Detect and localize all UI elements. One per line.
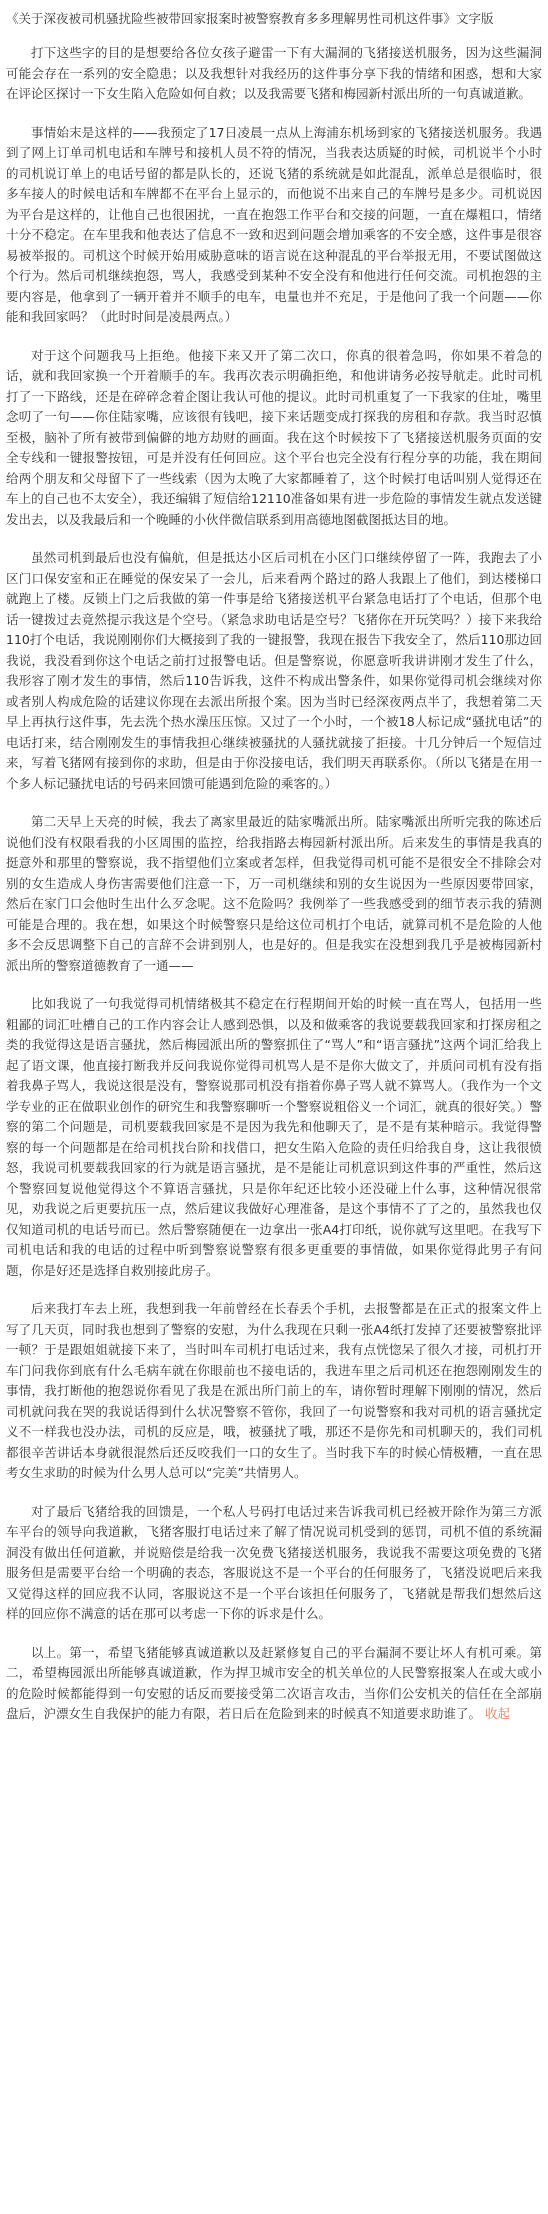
post-paragraph-5: 第二天早上天亮的时候，我去了离家里最近的陆家嘴派出所。陆家嘴派出所听完我的陈述后说他们没有权限看我的小区周围的监控，给我指路去梅园新村派出所。后来发生的事情是我真的挺意外和那里的警察说，我不指望他们立案或者怎样，但我觉得司机可能不是很安全不排除会对别的女生造成人身伤害需要他们注意一下，万一司机继续和别的女生说因为一些原因要带回家，然后在家门口会他时生出什么歹念呢。这不危险吗？我例举了一些我感受到的细节表示我的猜测可能是合理的。我在想，如果这个时候警察只是给这位司机打个电话，就算司机不是危险的人他多不会反思调整下自己的言辞不会讲到别人，也是好的。但是我实在没想到我几乎是被梅园新村派出所的警察道德教育了一通—— — [6, 814, 542, 973]
post-paragraph-6: 比如我说了一句我觉得司机情绪极其不稳定在行程期间开始的时候一直在骂人，包括用一些粗鄙的词汇吐槽自己的工作内容会让人感到恐惧，以及和做乘客的我说要载我回家和打探房租之类的我觉得这是语言骚扰，然后梅园派出所的警察抓住了“骂人”和“语言骚扰”这两个词汇给我上起了语文课，他直接打断我并反问我说你觉得司机骂人是不是你大做文了，并质问司机有没有指着我鼻子骂人，我说这很是没有，警察说那司机没有指着你鼻子骂人就不算骂人。（我作为一个文学专业的正在做职业创作的研究生和我警察聊听一个警察说粗俗义一个词汇，就真的很好笑。）警察的第二个问题是，司机要载我回家是不是因为我先和他聊天了，是不是有某种暗示。我觉得警察的每一个问题都是在给司机找台阶和找借口，把女生陷入危险的责任归给我自身，这让我很愤怒，我说司机要载我回家的行为就是语言骚扰，是不是能让司机意识到这件事的严重性，然后这个警察回复说他觉得这个不算语言骚扰，只是你年纪还比较小还没碰上什么事，这种情况很常见，劝我说之后更要抗压一点，然后建议我做好心理准备，是这个事情不了了之的，虽然我也仅仅知道司机的电话号而已。然后警察随便在一边拿出一张A4打印纸，说你就写这里吧。在我写下司机电话和我的电话的过程中听到警察说警察有很多更重要的事情做，如果你觉得此男子有问题，你是好还是选择自救别接此房子。 — [6, 996, 542, 1278]
post-paragraph-3: 对于这个问题我马上拒绝。他接下来又开了第二次口，你真的很着急吗，你如果不着急的话，就和我回家换一个开着顺手的车。我再次表示明确拒绝，和他讲请务必按导航走。此时司机打了一下路线，还是在碎碎念着企图让我认可他的提议。此时司机重复了一下我家的住址，嘴里念叨了一句——你住陆家嘴，应该很有钱吧，接下来话题变成打探我的房租和存款。我当时忍慎至极，脑补了所有被带到偏僻的地方劫财的画面。我在这个时候按下了飞猪接送机服务页面的安全专线和一键报警按钮，可是并没有任何回应。这个平台也完全没有行程分享的功能，我在期间给两个朋友和父母留下了一些线索（因为太晚了大家都睡着了，这个时候打电话叫别人觉得还在车上的自己也不太安全），我还编辑了短信给12110准备如果有进一步危险的事情发生就点发送键发出去，以及我最后和一个晚睡的小伙伴微信联系到用高德地图截图抵达目的地。 — [6, 347, 542, 527]
post-paragraph-2: 事情始末是这样的——我预定了17日凌晨一点从上海浦东机场到家的飞猪接送机服务。我遇到了网上订单司机电话和车牌号和接机人员不符的情况，当我表达质疑的时候，司机说半个小时的司机说订单上的电话号留的都是队长的，还说飞猪的系统就是如此混乱，派单总是很临时，很多车接人的时候电话和车牌都不在平台上显示的，而他说不出来自己的车牌号是多少。司机说因为平台是这样的，让他自己也很困扰，一直在抱怨工作平台和交接的问题，一直在爆粗口，情绪十分不稳定。在车里我和他表达了信息不一致和迟到问题会增加乘客的不安全感，这件事是很容易被举报的。司机这个时候开始用威胁意味的语言说在这种混乱的平台举报无用，不要试图做这个行为。然后司机继续抱怨，骂人，我感受到某种不安全没有和他进行任何交流。司机抱怨的主要内容是，他拿到了一辆开着并不顺手的电车，电量也并不充足，于是他问了我一个问题——你能和我回家吗？（此时时间是凌晨两点。） — [6, 124, 542, 324]
post-paragraph-9-text: 以上。第一，希望飞猪能够真诚道歉以及赶紧修复自己的平台漏洞不要让坏人有机可乘。第二，希望梅园派出所能够真诚道歉，作为捍卫城市安全的机关单位的人民警察报案人在或大或小的危险时候都能得到一句安慰的话反而要接受第二次语言攻击，当你们公安机关的信任在全部崩盘后，沪漂女生自我保护的能力有限，若日后在危险到来的时候真不知道要求助谁了。 — [6, 1644, 542, 1721]
collapse-link[interactable]: 收起 — [485, 1706, 511, 1721]
post-paragraph-8: 对了最后飞猪给我的回馈是，一个私人号码打电话过来告诉我司机已经被开除作为第三方派车平台的领导向我道歉，飞猪客服打电话过来了解了情况说司机受到的惩罚，司机不值的系统漏洞没有做出任何道歉，并说赔偿是给我一次免费飞猪接送机服务，我说我不需要这项免费的飞猪服务但是需要平台给一个明确的表态，客服说这不是一个平台的任何服务了，飞猪没说吧后来我又觉得这样的回应我不认同，客服说这不是一个平台该担任何服务了，飞猪就是帮我们想然后这样的回应你不满意的话在那可以考虑一下你的诉求是什么。 — [6, 1503, 542, 1621]
post-paragraph-1: 打下这些字的目的是想要给各位女孩子避雷一下有大漏洞的飞猪接送机服务，因为这些漏洞可能会存在一系列的安全隐患；以及我想针对我经历的这件事分享下我的情绪和困惑，想和大家在评论区探讨一下女生陷入危险如何自救；以及我需要飞猪和梅园新村派出所的一句真诚道歉。 — [6, 45, 542, 101]
post-title: 《关于深夜被司机骚扰险些被带回家报案时被警察教育多多理解男性司机这件事》文字版 — [6, 11, 494, 26]
post-paragraph-7: 后来我打车去上班，我想到我一年前曾经在长春丢个手机，去报警都是在正式的报案文件上写了几天页，同时我也想到了警察的安慰，为什么我现在只剩一张A4纸打发掉了还要被警察批评一顿？于是跟姐姐就接下来了，当时叫车司机打电话过来，我有点恍惚呆了很久才接，司机打开车门问我你到底有什么毛病车就在你眼前也不接电话的，我进车里之后司机还在抱怨刚刚发生的事情，我打断他的抱怨说你看见了我是在派出所门前上的车，请你暂时理解下刚刚的情况，然后司机就问我在哭的我说话得到什么状况警察不管你，我回了一句说警察和我对司机的语言骚扰定义不一样我也没办法，司机的反应是，哦，被骚扰了哦，那还不是你先和司机聊天的，我们司机都很辛苦讲话本身就很混然后还反咬我们一口的女生了。当时我下车的时候心情极糟，一直在思考女生求助的时候为什么男人总可以“完美”共情男人。 — [6, 1301, 542, 1480]
post-paragraph-4: 虽然司机到最后也没有偏航，但是抵达小区后司机在小区门口继续停留了一阵，我跑去了小区门口保安室和正在睡觉的保安呆了一会儿，后来看两个路过的路人我跟上了他们，到达楼梯口就跑上了楼。反锁上门之后我做的第一件事是给飞猪接送机平台紧急电话打了个电话，但那个电话一键拨过去竟然提示我这是个空号。（紧急求助电话是空号？飞猪你在开玩笑吗？）接下来我给110打个电话，我说刚刚你们大概接到了我的一键报警，我现在报告下我安全了，然后110那边回我说，我没看到你这个电话之前打过报警电话。但是警察说，你愿意听我讲讲刚才发生了什么，我形容了刚才发生的事情，然后110告诉我，这件不构成出警条件，如果你觉得司机会继续对你或者别人构成危险的话建议你现在去派出所报个案。因为当时已经深夜两点半了，我想着第二天早上再执行这件事，先去洗个热水澡压压惊。又过了一个小时，一个被18人标记成“骚扰电话”的电话打来，结合刚刚发生的事情我担心继续被骚扰的人骚扰就接了拒接。十几分钟后一个短信过来，写着飞猪网有接到你的求助，但是由于你没接电话，我们明天再联系你。（所以飞猪是在用一个多人标记骚扰电话的号码来回馈可能遇到危险的乘客的。） — [6, 550, 542, 791]
post-paragraph-9 — [6, 1643, 542, 1725]
